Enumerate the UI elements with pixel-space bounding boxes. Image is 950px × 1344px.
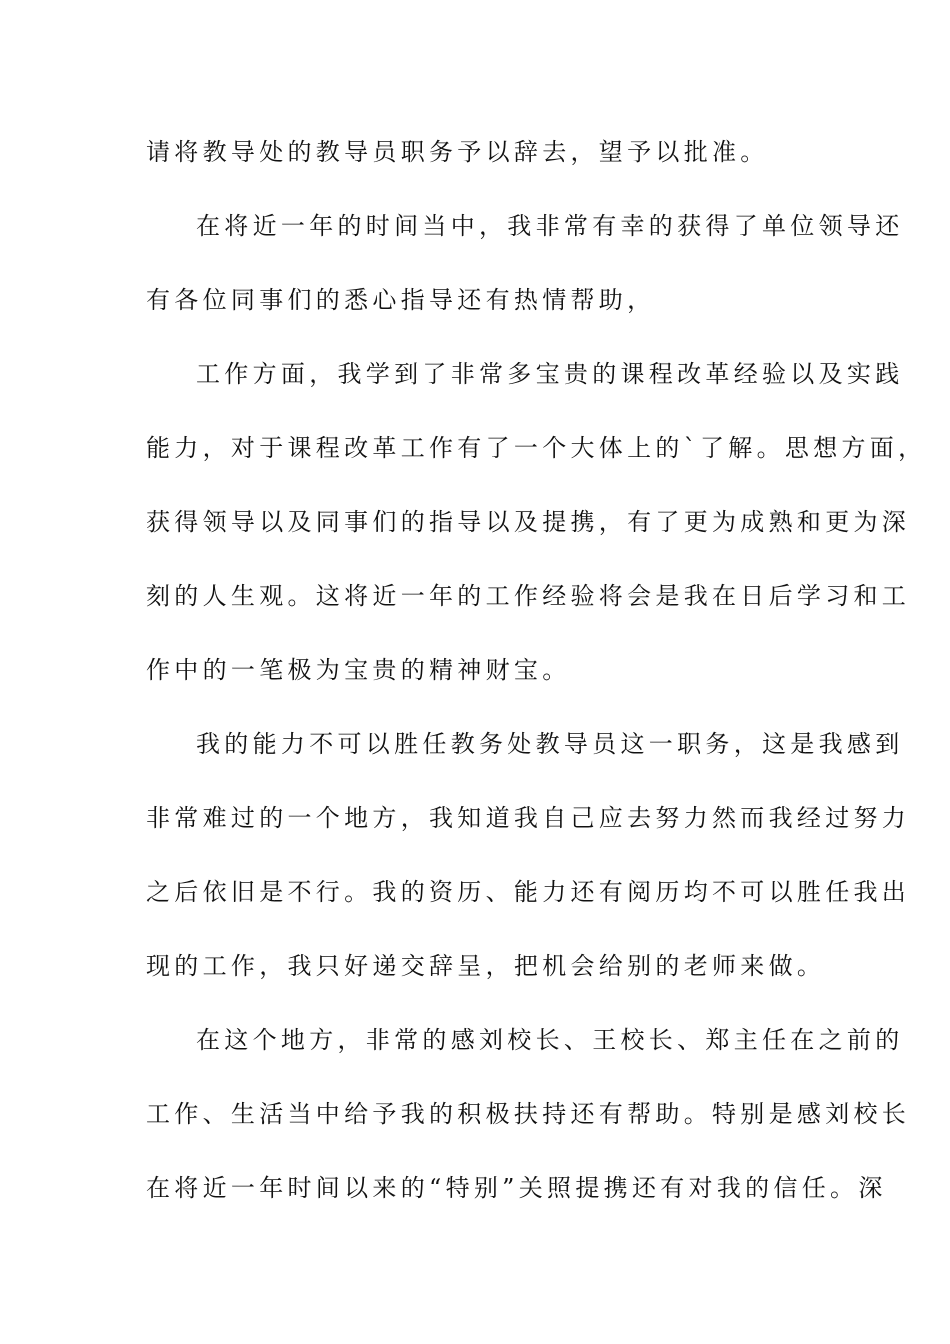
text-line-8: 作中的一笔极为宝贵的精神财宝。 [146,656,571,684]
text-line-10: 非常难过的一个地方，我知道我自己应去努力然而我经过努力 [146,804,911,832]
text-line-12: 现的工作，我只好递交辞呈，把机会给别的老师来做。 [146,952,826,980]
text-line-4: 工作方面，我学到了非常多宝贵的课程改革经验以及实践 [196,360,904,388]
text-line-6: 获得领导以及同事们的指导以及提携，有了更为成熟和更为深 [146,508,911,536]
text-line-5: 能力，对于课程改革工作有了一个大体上的`了解。思想方面， [146,434,927,462]
text-line-15: 在将近一年时间以来的“特别”关照提携还有对我的信任。深 [146,1174,887,1202]
text-line-2: 在将近一年的时间当中，我非常有幸的获得了单位领导还 [196,212,904,240]
text-line-9: 我的能力不可以胜任教务处教导员这一职务，这是我感到 [196,730,904,758]
text-line-7: 刻的人生观。这将近一年的工作经验将会是我在日后学习和工 [146,582,911,610]
text-line-11: 之后依旧是不行。我的资历、能力还有阅历均不可以胜任我出 [146,878,911,906]
text-line-3: 有各位同事们的悉心指导还有热情帮助， [146,286,656,314]
text-line-13: 在这个地方，非常的感刘校长、王校长、郑主任在之前的 [196,1026,904,1054]
text-line-1: 请将教导处的教导员职务予以辞去，望予以批准。 [146,138,769,166]
text-line-14: 工作、生活当中给予我的积极扶持还有帮助。特别是感刘校长 [146,1100,911,1128]
